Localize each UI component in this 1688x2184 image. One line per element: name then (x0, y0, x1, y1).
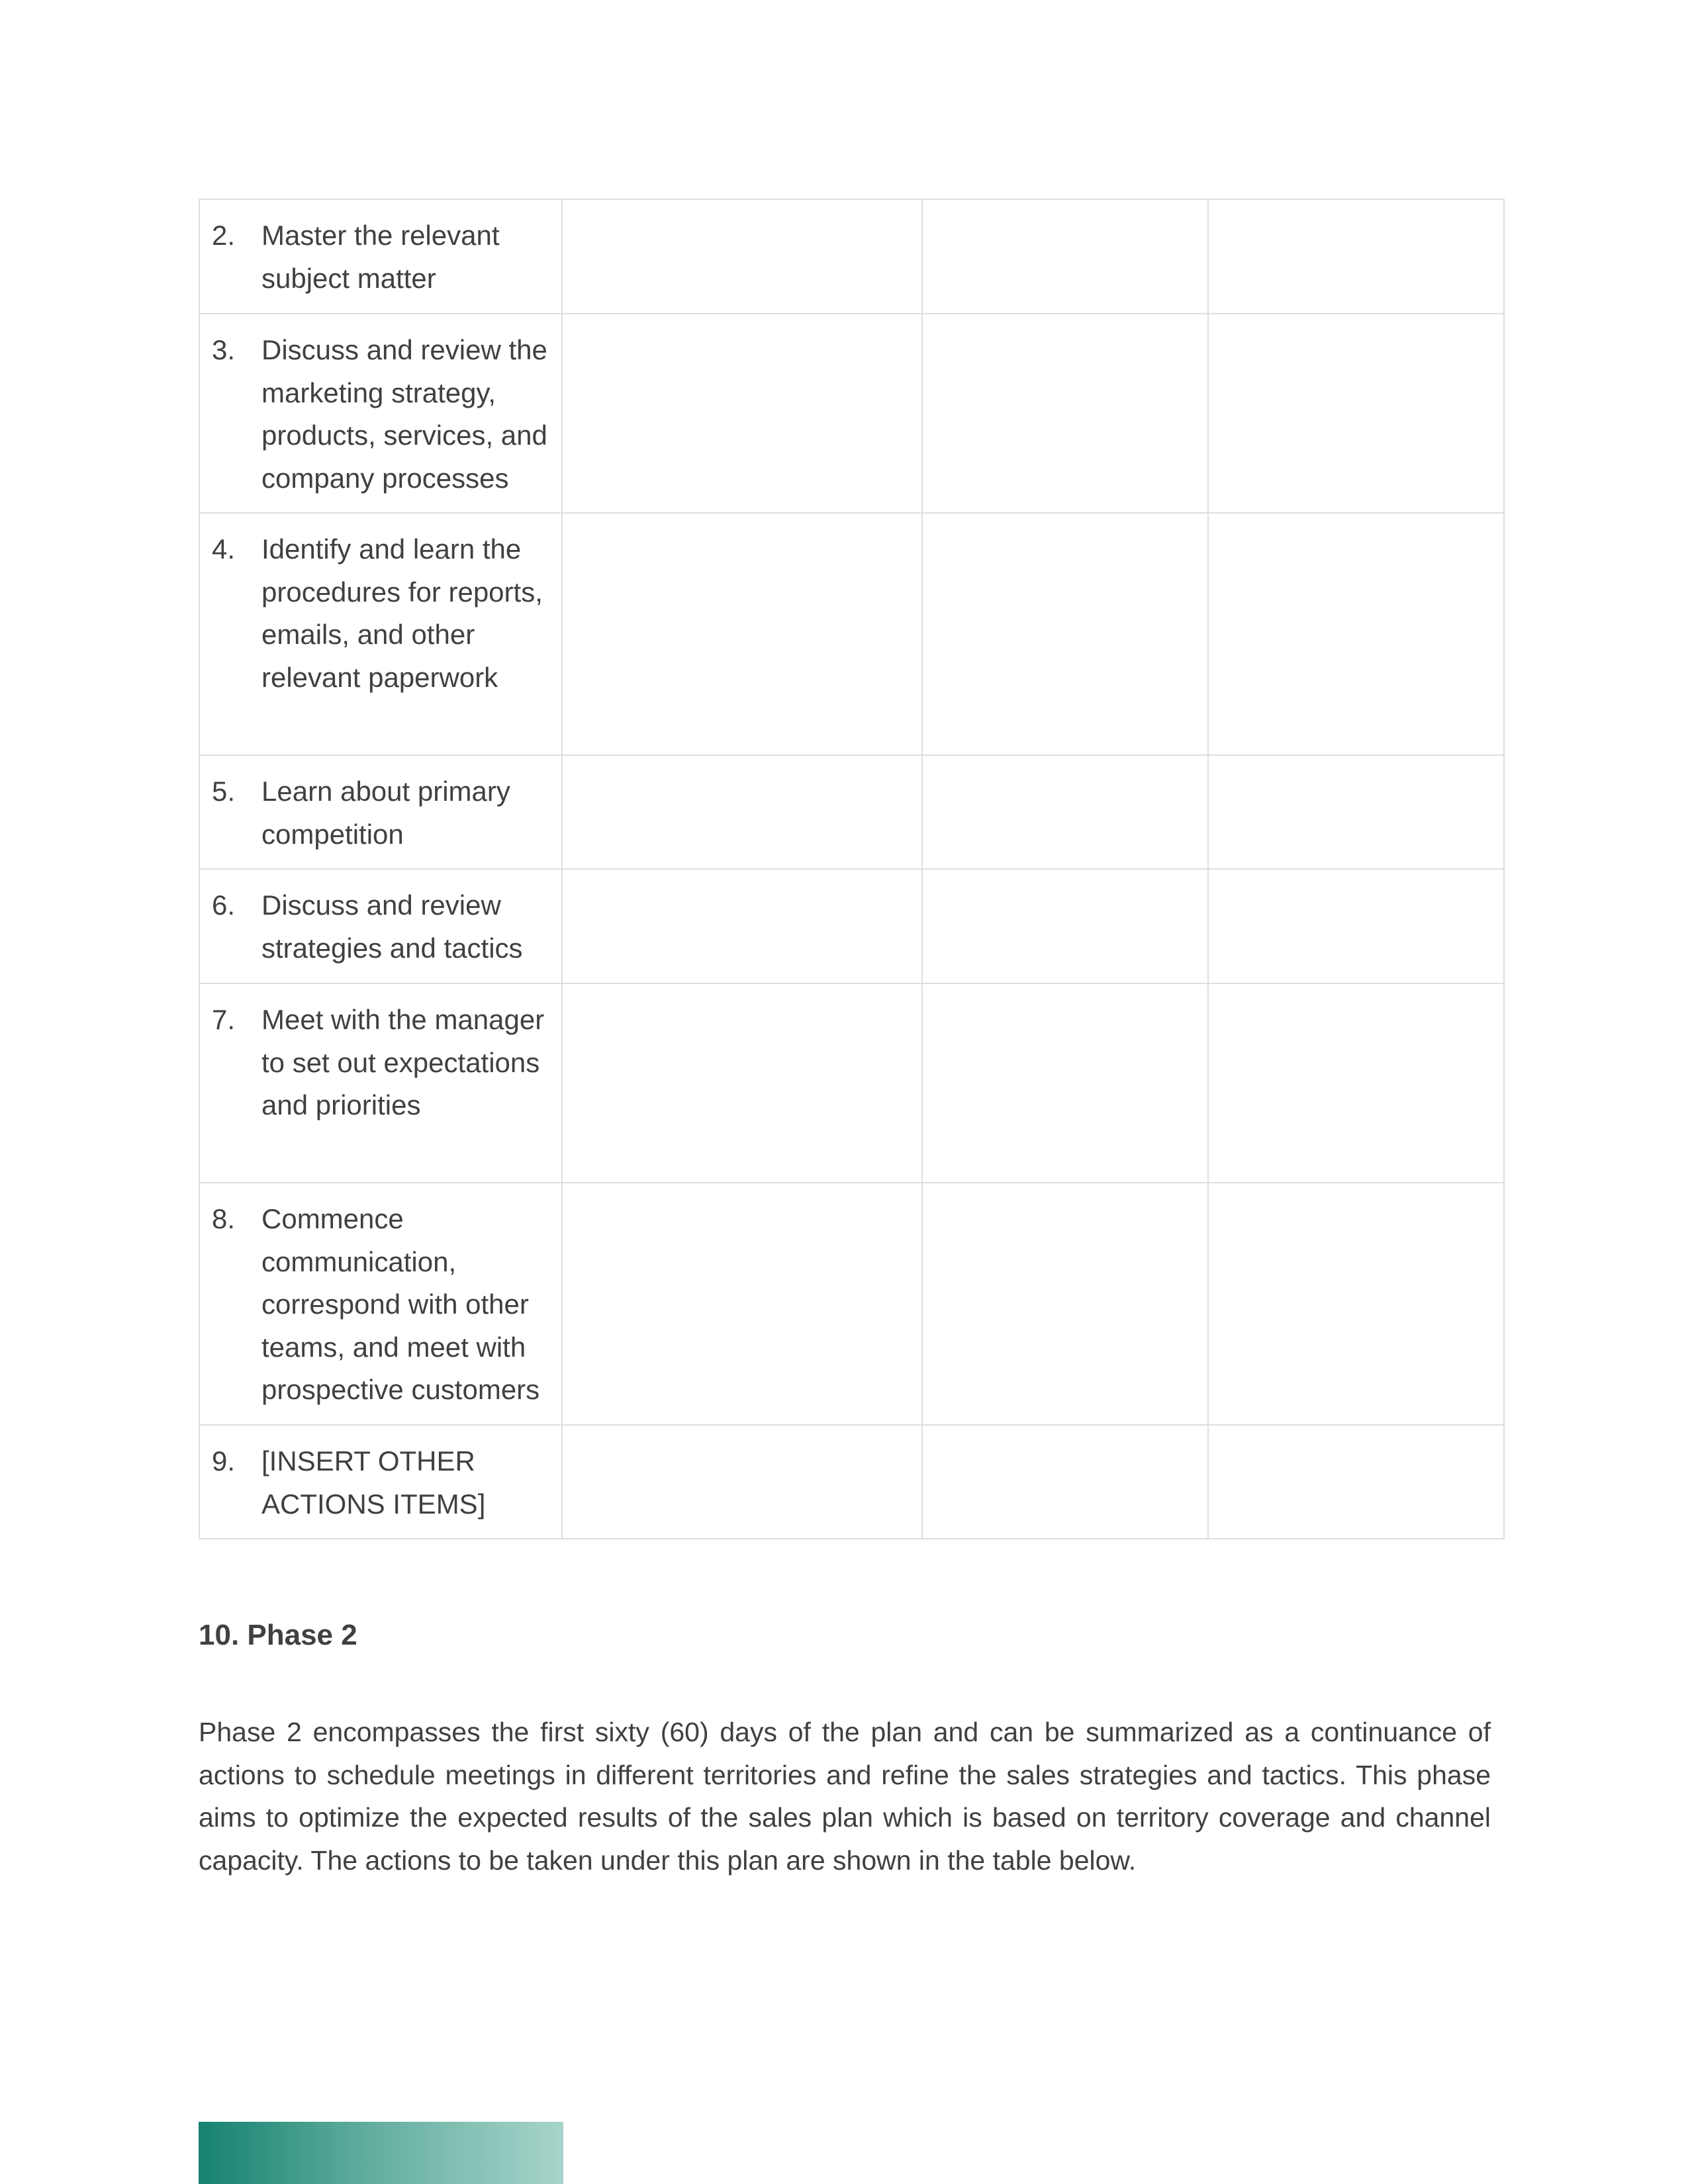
item-number: 3. (212, 334, 236, 365)
table-row (199, 1425, 1504, 1539)
table-row (199, 199, 1504, 314)
empty-cell (1208, 199, 1504, 314)
empty-cell (1208, 755, 1504, 869)
table-row (199, 755, 1504, 869)
section-paragraph: Phase 2 encompasses the first sixty (60) days of the plan and can be summarized as a continuance of actions to schedule meetings in different territories and refine the sales strategies and tactics. This phase aims to optimize the expected results of the sales plan which is based on territory coverage and channel capacity. The actions to be taken under this plan are shown in the table below. (199, 1717, 1491, 1876)
empty-cell (562, 314, 922, 513)
item-text: Learn about primary competition (261, 776, 510, 850)
empty-cell (922, 1425, 1208, 1539)
empty-cell (922, 1183, 1208, 1425)
item-number: 4. (212, 533, 236, 565)
empty-cell (562, 199, 922, 314)
action-item-cell (199, 1183, 562, 1425)
item-number: 7. (212, 1004, 236, 1035)
empty-cell (922, 869, 1208, 983)
action-item-cell (199, 314, 562, 513)
list-item (200, 984, 561, 1139)
empty-cell (562, 1425, 922, 1539)
list-item (200, 756, 561, 868)
empty-cell (922, 755, 1208, 869)
item-number: 2. (212, 220, 236, 251)
list-item (200, 200, 561, 312)
table-row (199, 513, 1504, 755)
empty-cell (1208, 1183, 1504, 1425)
empty-cell (562, 869, 922, 983)
empty-cell (922, 314, 1208, 513)
empty-cell (922, 513, 1208, 755)
item-text: [INSERT OTHER ACTIONS ITEMS] (261, 1445, 486, 1520)
empty-cell (1208, 869, 1504, 983)
action-items-table (199, 199, 1505, 1539)
list-item (200, 870, 561, 981)
item-text: Master the relevant subject matter (261, 220, 500, 294)
table-row (199, 983, 1504, 1183)
item-text: Meet with the manager to set out expectations and priorities (261, 1004, 545, 1120)
item-text: Discuss and review strategies and tactics (261, 889, 523, 964)
action-item-cell (199, 199, 562, 314)
item-text: Identify and learn the procedures for reports, emails, and other relevant paperwork (261, 533, 543, 693)
item-number: 5. (212, 776, 236, 807)
empty-cell (562, 513, 922, 755)
table-row (199, 1183, 1504, 1425)
empty-cell (562, 983, 922, 1183)
empty-cell (922, 983, 1208, 1183)
item-text: Commence communication, correspond with other teams, and meet with prospective customers (261, 1203, 540, 1405)
empty-cell (1208, 983, 1504, 1183)
item-number: 9. (212, 1445, 236, 1477)
list-item (200, 514, 561, 711)
action-item-cell (199, 1425, 562, 1539)
empty-cell (922, 199, 1208, 314)
action-item-cell (199, 983, 562, 1183)
action-item-cell (199, 513, 562, 755)
action-item-cell (199, 755, 562, 869)
empty-cell (562, 755, 922, 869)
empty-cell (562, 1183, 922, 1425)
empty-cell (1208, 314, 1504, 513)
action-item-cell (199, 869, 562, 983)
item-text: Discuss and review the marketing strategy, products, services, and company processes (261, 334, 547, 494)
list-item (200, 1426, 561, 1537)
section-heading: 10. Phase 2 (199, 1619, 357, 1651)
item-number: 8. (212, 1203, 236, 1234)
empty-cell (1208, 1425, 1504, 1539)
table-row (199, 314, 1504, 513)
table-row (199, 869, 1504, 983)
empty-cell (1208, 513, 1504, 755)
footer-accent-bar (199, 2122, 563, 2184)
list-item (200, 314, 561, 512)
list-item (200, 1183, 561, 1424)
item-number: 6. (212, 889, 236, 921)
